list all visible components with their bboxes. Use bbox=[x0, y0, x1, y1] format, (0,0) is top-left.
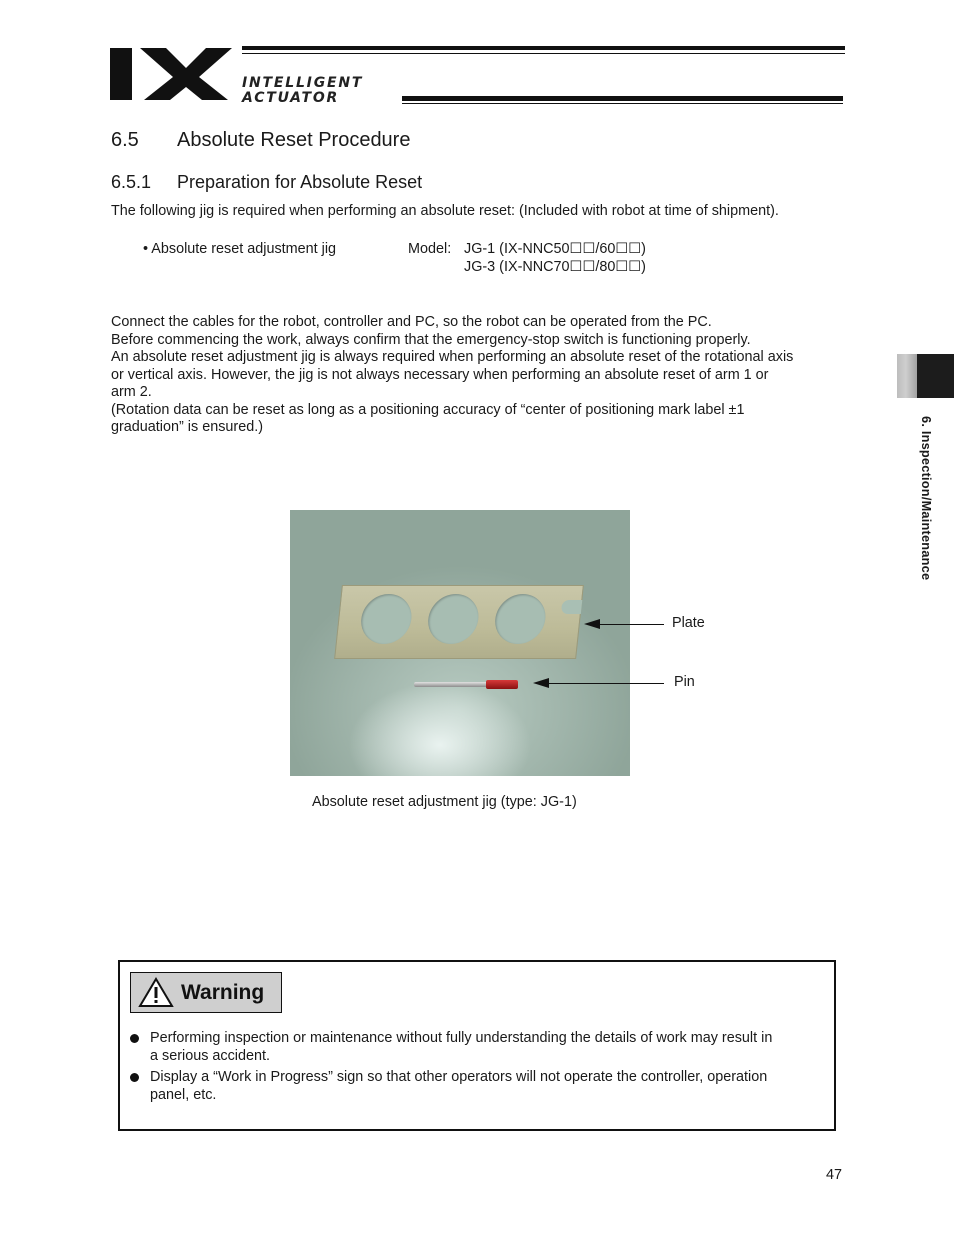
plate-notch bbox=[561, 600, 582, 614]
plate-hole bbox=[359, 594, 414, 644]
intro-paragraph: The following jig is required when performing an absolute reset: (Included with robot at time of shipment). bbox=[111, 203, 779, 219]
warning-header bbox=[130, 972, 282, 1013]
logo-wordmark bbox=[242, 76, 363, 106]
jig-name: Absolute reset adjustment jig bbox=[151, 241, 337, 257]
body-line: arm 2. bbox=[111, 384, 152, 400]
subsection-title: Preparation for Absolute Reset bbox=[177, 172, 423, 192]
chapter-side-label: 6. Inspection/Maintenance bbox=[919, 416, 934, 581]
header-rule-top bbox=[242, 46, 845, 50]
body-line: Connect the cables for the robot, controller and PC, so the robot can be operated from the PC. bbox=[111, 314, 712, 330]
plate-hole bbox=[426, 594, 481, 644]
body-line: (Rotation data can be reset as long as a positioning accuracy of “center of positioning mark label ±1 bbox=[111, 401, 745, 418]
section-heading bbox=[111, 129, 410, 152]
page-number: 47 bbox=[826, 1167, 843, 1183]
warning-item-line: a serious accident. bbox=[150, 1048, 270, 1064]
bullet-dot: • bbox=[143, 241, 149, 257]
body-line: or vertical axis. However, the jig is not always necessary when performing an absolute reset of arm 1 or bbox=[111, 366, 769, 383]
jig-pin-handle bbox=[486, 680, 518, 689]
logo-line-2: ACTUATOR bbox=[242, 90, 340, 106]
subsection-number: 6.5.1 bbox=[111, 172, 152, 192]
model-jg3: JG-3 (IX-NNC70☐☐/80☐☐) bbox=[464, 259, 646, 275]
subsection-heading bbox=[111, 172, 422, 193]
body-line: An absolute reset adjustment jig is always required when performing an absolute reset of the rotational axis bbox=[111, 349, 794, 365]
logo-line-1: INTELLIGENT bbox=[242, 75, 364, 91]
header-rule-bottom-thin bbox=[402, 103, 843, 104]
warning-item bbox=[130, 1029, 830, 1065]
model-jg1: JG-1 (IX-NNC50☐☐/60☐☐) bbox=[464, 241, 646, 257]
jig-pin-rod bbox=[414, 682, 488, 687]
section-number: 6.5 bbox=[111, 129, 139, 151]
chapter-tab bbox=[917, 354, 954, 398]
plate-callout-line bbox=[598, 624, 664, 625]
jig-item bbox=[143, 241, 336, 259]
header-rule-bottom bbox=[402, 96, 843, 101]
warning-list bbox=[130, 1029, 830, 1107]
bullet-icon bbox=[130, 1034, 139, 1043]
bullet-icon bbox=[130, 1073, 139, 1082]
model-label: Model: bbox=[408, 241, 452, 257]
warning-item bbox=[130, 1068, 830, 1104]
warning-title: Warning bbox=[181, 981, 265, 1004]
jig-plate bbox=[334, 585, 584, 659]
figure-caption: Absolute reset adjustment jig (type: JG-1) bbox=[312, 794, 577, 810]
plate-label: Plate bbox=[672, 615, 705, 631]
warning-item-line: Performing inspection or maintenance without fully understanding the details of work may result in bbox=[150, 1030, 773, 1046]
body-line: Before commencing the work, always confirm that the emergency-stop switch is functioning properly. bbox=[111, 331, 751, 348]
jig-photo bbox=[290, 510, 630, 776]
warning-item-line: Display a “Work in Progress” sign so that other operators will not operate the controller, operation bbox=[150, 1069, 768, 1085]
plate-hole bbox=[493, 594, 548, 644]
chapter-tab-shade bbox=[897, 354, 919, 398]
header-rule-top-thin bbox=[242, 53, 845, 54]
pin-label: Pin bbox=[674, 674, 695, 690]
section-title: Absolute Reset Procedure bbox=[177, 129, 411, 151]
ix-logo bbox=[110, 46, 232, 102]
warning-triangle-icon bbox=[138, 977, 174, 1013]
body-line: graduation” is ensured.) bbox=[111, 419, 263, 435]
pin-callout-line bbox=[547, 683, 664, 684]
body-paragraph bbox=[111, 314, 851, 437]
warning-item-line: panel, etc. bbox=[150, 1087, 217, 1103]
